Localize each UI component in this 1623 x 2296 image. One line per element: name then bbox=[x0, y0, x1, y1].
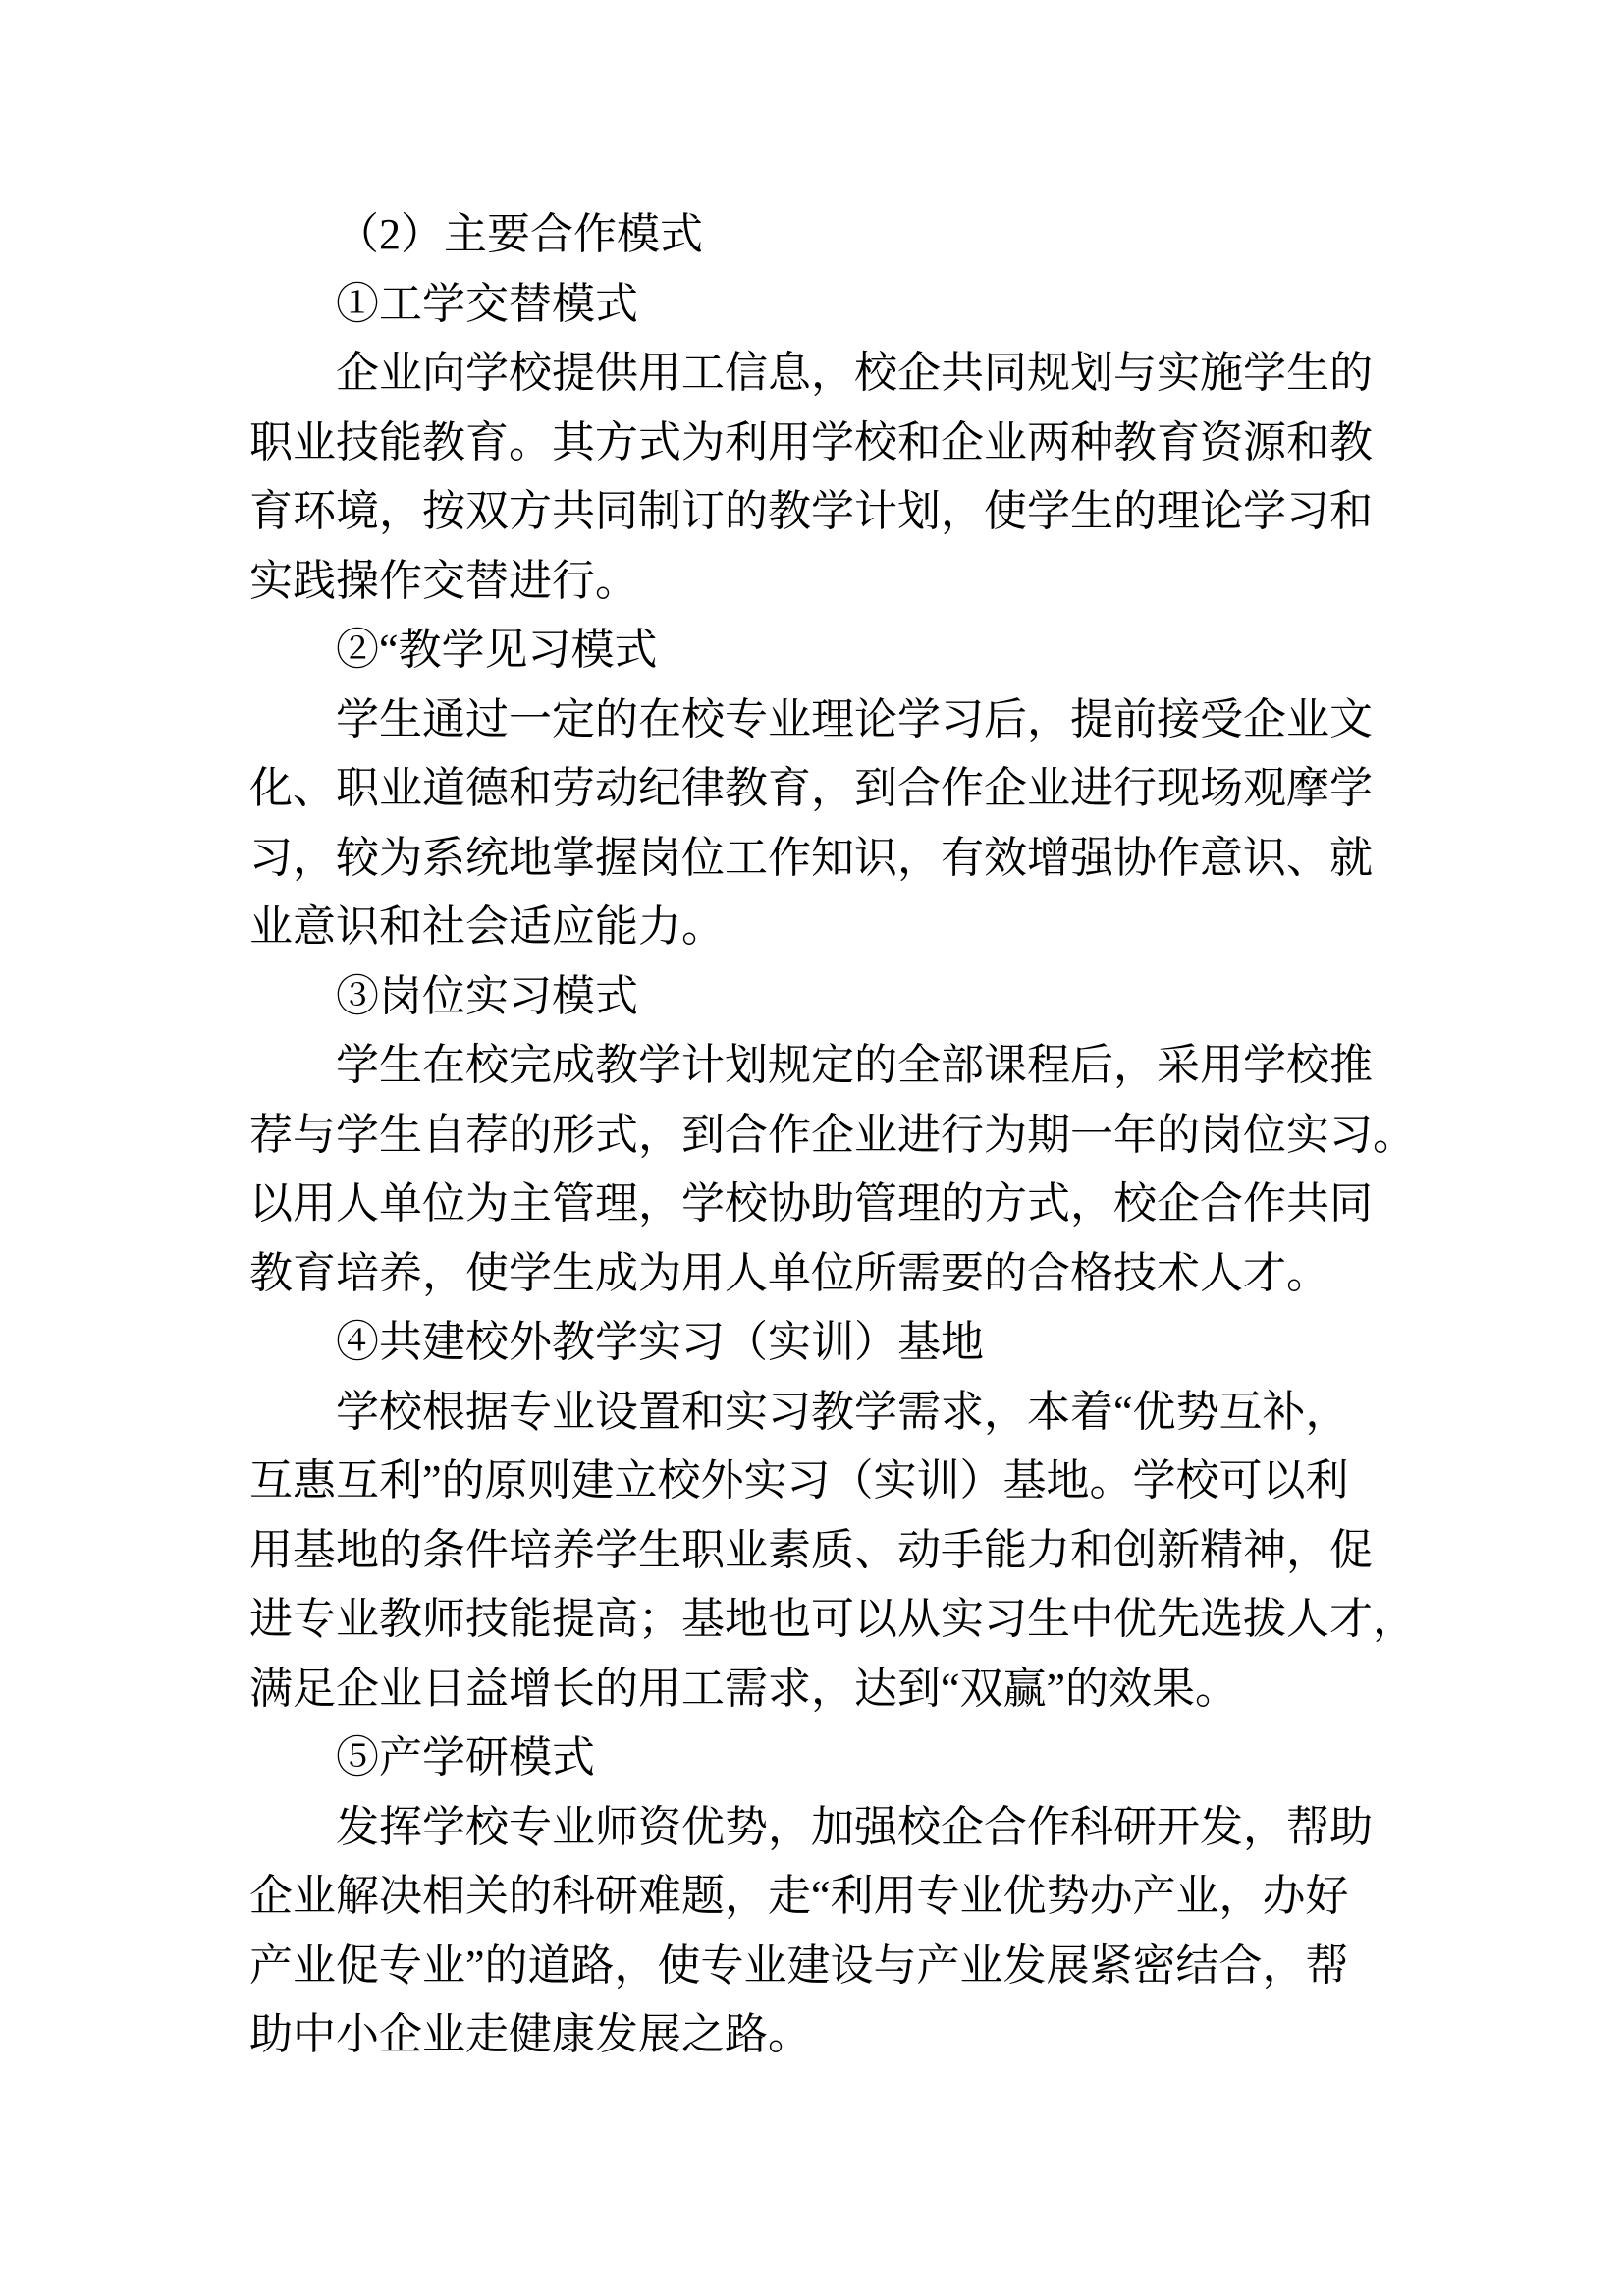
text-line: 习，较为系统地掌握岗位工作知识，有效增强协作意识、就 bbox=[249, 833, 1373, 882]
text-line: ⑤产学研模式 bbox=[336, 1733, 595, 1781]
text-line: 企业向学校提供用工信息，校企共同规划与实施学生的 bbox=[336, 349, 1373, 397]
mode4-heading bbox=[249, 1308, 1375, 1378]
mode5-heading bbox=[249, 1723, 1375, 1793]
mode1-body bbox=[249, 339, 1375, 616]
text-line: ④共建校外教学实习（实训）基地 bbox=[336, 1318, 984, 1366]
text-line: ③岗位实习模式 bbox=[336, 971, 638, 1020]
document-text-block bbox=[249, 200, 1416, 2070]
text-line: 荐与学生自荐的形式，到合作企业进行为期一年的岗位实习。 bbox=[249, 1110, 1416, 1159]
text-line: 用基地的条件培养学生职业素质、动手能力和创新精神，促 bbox=[249, 1525, 1373, 1574]
text-line: ①工学交替模式 bbox=[336, 279, 638, 328]
text-line: 助中小企业走健康发展之路。 bbox=[249, 2010, 811, 2058]
text-line: 学生在校完成教学计划规定的全部课程后，采用学校推 bbox=[336, 1041, 1373, 1089]
text-line: 进专业教师技能提高；基地也可以从实习生中优先选拔人才， bbox=[249, 1595, 1416, 1643]
text-line: 学生通过一定的在校专业理论学习后，提前接受企业文 bbox=[336, 694, 1373, 743]
text-line: 学校根据专业设置和实习教学需求，本着“优势互补， bbox=[336, 1387, 1349, 1436]
mode3-heading bbox=[249, 962, 1375, 1032]
text-line: 业意识和社会适应能力。 bbox=[249, 902, 725, 951]
mode2-heading bbox=[249, 616, 1375, 685]
text-line: 职业技能教育。其方式为利用学校和企业两种教育资源和教 bbox=[249, 417, 1373, 466]
section-heading bbox=[249, 200, 1375, 270]
mode1-heading bbox=[249, 270, 1375, 340]
text-line: 产业促专业”的道路，使专业建设与产业发展紧密结合，帮 bbox=[249, 1941, 1349, 1990]
text-line: （2）主要合作模式 bbox=[336, 210, 703, 258]
text-line: 企业解决相关的科研难题，走“利用专业优势办产业，办好 bbox=[249, 1872, 1349, 1920]
text-line: 发挥学校专业师资优势，加强校企合作科研开发，帮助 bbox=[336, 1802, 1373, 1851]
mode2-body bbox=[249, 685, 1375, 962]
mode3-body bbox=[249, 1031, 1416, 1308]
text-line: 实践操作交替进行。 bbox=[249, 556, 638, 605]
text-line: 满足企业日益增长的用工需求，达到“双赢”的效果。 bbox=[249, 1664, 1239, 1713]
text-line: ②“教学见习模式 bbox=[336, 626, 658, 674]
text-line: 互惠互利”的原则建立校外实习（实训）基地。学校可以利 bbox=[249, 1456, 1349, 1504]
mode5-body bbox=[249, 1793, 1375, 2070]
text-line: 化、职业道德和劳动纪律教育，到合作企业进行现场观摩学 bbox=[249, 764, 1373, 812]
text-line: 教育培养，使学生成为用人单位所需要的合格技术人才。 bbox=[249, 1248, 1329, 1297]
mode4-body bbox=[249, 1378, 1416, 1724]
text-line: 育环境，按双方共同制订的教学计划，使学生的理论学习和 bbox=[249, 487, 1373, 535]
text-line: 以用人单位为主管理，学校协助管理的方式，校企合作共同 bbox=[249, 1179, 1373, 1228]
